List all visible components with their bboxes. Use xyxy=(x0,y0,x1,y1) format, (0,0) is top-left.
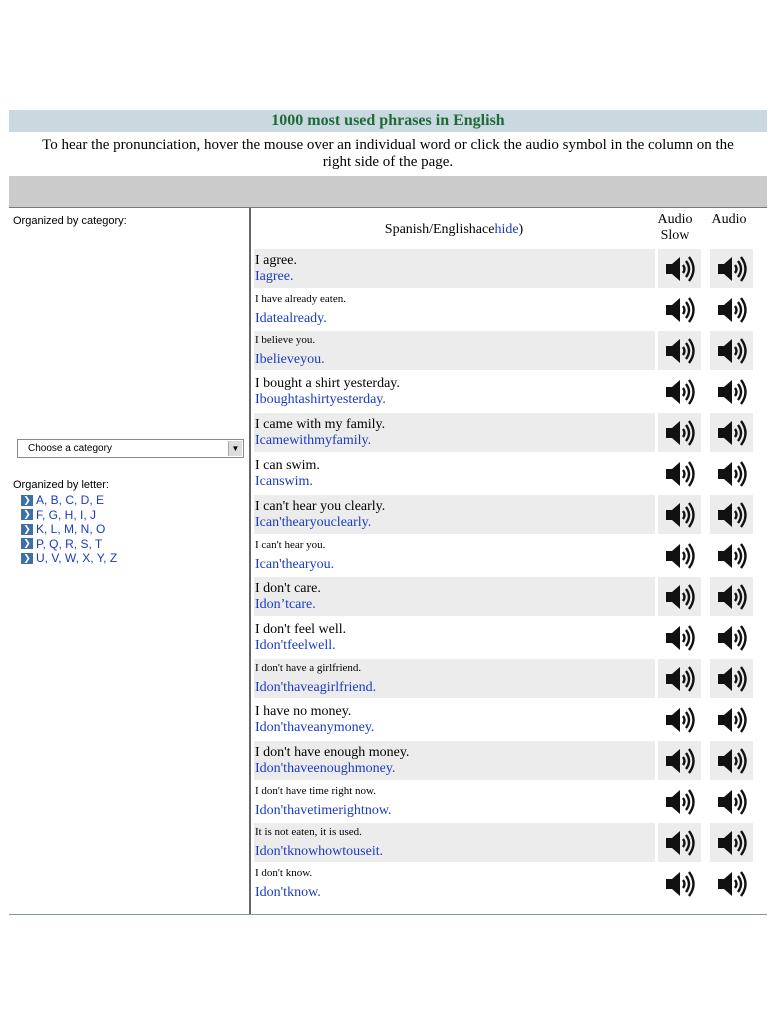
phrase-english[interactable]: I don't have time right now. xyxy=(255,785,377,797)
speaker-icon[interactable] xyxy=(710,744,753,778)
audio-slow-button[interactable] xyxy=(658,577,701,616)
table-row xyxy=(254,372,767,413)
speaker-icon[interactable] xyxy=(710,252,753,286)
gray-band xyxy=(9,176,767,208)
table-row xyxy=(254,536,767,577)
letter-link-p-t[interactable]: ❯ P, Q, R, S, T xyxy=(21,537,117,552)
audio-button[interactable] xyxy=(710,577,753,616)
audio-slow-button[interactable] xyxy=(658,659,701,698)
speaker-icon[interactable] xyxy=(710,498,753,532)
phrase-cell[interactable] xyxy=(254,741,655,780)
speaker-icon[interactable] xyxy=(658,334,701,368)
arrow-right-icon: ❯ xyxy=(21,538,33,549)
phrase-english[interactable]: I can swim. xyxy=(255,458,320,473)
hide-link[interactable]: hide xyxy=(494,222,519,237)
speaker-icon[interactable] xyxy=(710,785,753,819)
table-row xyxy=(254,700,767,741)
audio-slow-button[interactable] xyxy=(658,290,701,329)
phrase-link[interactable]: Icamewithmyfamily. xyxy=(255,433,372,448)
speaker-icon[interactable] xyxy=(710,375,753,409)
phrase-english[interactable]: I believe you. xyxy=(255,334,316,346)
phrase-cell[interactable] xyxy=(254,782,655,821)
speaker-icon[interactable] xyxy=(658,416,701,450)
phrase-english[interactable]: I bought a shirt yesterday. xyxy=(255,376,400,391)
speaker-icon[interactable] xyxy=(658,785,701,819)
bottom-divider xyxy=(9,914,767,915)
audio-slow-button[interactable] xyxy=(658,700,701,739)
phrase-cell[interactable] xyxy=(254,536,655,575)
letter-list xyxy=(21,493,117,566)
phrase-english[interactable]: I have no money. xyxy=(255,704,352,719)
audio-button[interactable] xyxy=(710,864,753,903)
phrase-link[interactable]: Idatealready. xyxy=(255,311,327,326)
phrase-cell[interactable] xyxy=(254,864,655,903)
speaker-icon[interactable] xyxy=(710,416,753,450)
speaker-icon[interactable] xyxy=(658,580,701,614)
speaker-icon[interactable] xyxy=(710,539,753,573)
audio-slow-button[interactable] xyxy=(658,782,701,821)
speaker-icon[interactable] xyxy=(658,826,701,860)
sidebar xyxy=(9,208,249,914)
audio-button[interactable] xyxy=(710,413,753,452)
table-row xyxy=(254,823,767,864)
category-select-value: Choose a category xyxy=(28,443,112,454)
phrase-link[interactable]: Icanswim. xyxy=(255,474,313,489)
page-title: 1000 most used phrases in English xyxy=(9,110,767,132)
table-row xyxy=(254,249,767,290)
audio-button[interactable] xyxy=(710,290,753,329)
speaker-icon[interactable] xyxy=(658,293,701,327)
audio-button[interactable] xyxy=(710,823,753,862)
speaker-icon[interactable] xyxy=(658,252,701,286)
phrase-cell[interactable] xyxy=(254,659,655,698)
speaker-icon[interactable] xyxy=(658,662,701,696)
phrase-cell[interactable] xyxy=(254,413,655,452)
header-audio: Audio xyxy=(711,212,747,227)
letter-link-k-o[interactable]: ❯ K, L, M, N, O xyxy=(21,522,117,537)
phrase-english[interactable]: I have already eaten. xyxy=(255,293,346,305)
phrase-english[interactable]: I agree. xyxy=(255,253,297,268)
audio-button[interactable] xyxy=(710,249,753,288)
category-label: Organized by category: xyxy=(13,215,127,227)
phrase-link[interactable]: Idon’tcare. xyxy=(255,597,316,612)
phrase-english[interactable]: I don't know. xyxy=(255,867,313,879)
audio-slow-button[interactable] xyxy=(658,741,701,780)
speaker-icon[interactable] xyxy=(710,867,753,901)
arrow-right-icon: ❯ xyxy=(21,509,33,520)
table-row xyxy=(254,413,767,454)
speaker-icon[interactable] xyxy=(710,826,753,860)
speaker-icon[interactable] xyxy=(658,621,701,655)
phrase-cell[interactable] xyxy=(254,454,655,493)
audio-button[interactable] xyxy=(710,454,753,493)
table-row xyxy=(254,864,767,905)
phrase-cell[interactable] xyxy=(254,495,655,534)
audio-slow-button[interactable] xyxy=(658,413,701,452)
category-select[interactable] xyxy=(17,439,244,458)
phrase-english[interactable]: It is not eaten, it is used. xyxy=(255,826,362,838)
phrase-table xyxy=(254,208,767,905)
speaker-icon[interactable] xyxy=(710,334,753,368)
table-row xyxy=(254,577,767,618)
letter-link-a-e[interactable]: ❯ A, B, C, D, E xyxy=(21,493,117,508)
letter-label: Organized by letter: xyxy=(13,479,109,491)
audio-button[interactable] xyxy=(710,331,753,370)
table-row xyxy=(254,741,767,782)
phrase-english[interactable]: I came with my family. xyxy=(255,417,386,432)
audio-button[interactable] xyxy=(710,372,753,411)
audio-button[interactable] xyxy=(710,741,753,780)
speaker-icon[interactable] xyxy=(658,867,701,901)
phrase-english[interactable]: I don't have a girlfriend. xyxy=(255,662,362,674)
audio-slow-button[interactable] xyxy=(658,864,701,903)
audio-button[interactable] xyxy=(710,659,753,698)
phrase-cell[interactable] xyxy=(254,618,655,657)
phrase-link[interactable]: Ican'thearyou. xyxy=(255,557,335,572)
speaker-icon[interactable] xyxy=(658,744,701,778)
audio-button[interactable] xyxy=(710,782,753,821)
header-phrase: Spanish/Englishacehide) xyxy=(384,222,524,237)
speaker-icon[interactable] xyxy=(710,457,753,491)
letter-link-f-j[interactable]: ❯ F, G, H, I, J xyxy=(21,508,117,523)
speaker-icon[interactable] xyxy=(658,375,701,409)
phrase-link[interactable]: Idon'tfeelwell. xyxy=(255,638,336,653)
audio-slow-button[interactable] xyxy=(658,372,701,411)
chevron-down-icon[interactable]: ▼ xyxy=(228,441,242,456)
table-row xyxy=(254,618,767,659)
phrase-link[interactable]: Idon'thaveenoughmoney. xyxy=(255,761,396,776)
main-area xyxy=(9,208,767,915)
phrase-link[interactable]: Iagree. xyxy=(255,269,294,284)
phrase-cell[interactable] xyxy=(254,823,655,862)
speaker-icon[interactable] xyxy=(658,457,701,491)
table-row xyxy=(254,782,767,823)
arrow-right-icon: ❯ xyxy=(21,553,33,564)
phrase-english[interactable]: I don't feel well. xyxy=(255,622,347,637)
arrow-right-icon: ❯ xyxy=(21,524,33,535)
audio-button[interactable] xyxy=(710,536,753,575)
audio-button[interactable] xyxy=(710,618,753,657)
phrase-link[interactable]: Idon'tknow. xyxy=(255,885,321,900)
phrase-english[interactable]: I don't have enough money. xyxy=(255,745,410,760)
letter-link-u-z[interactable]: ❯ U, V, W, X, Y, Z xyxy=(21,551,117,566)
phrase-cell[interactable] xyxy=(254,577,655,616)
phrase-english[interactable]: I can't hear you. xyxy=(255,539,326,551)
table-row xyxy=(254,331,767,372)
intro-text: To hear the pronunciation, hover the mouse over an individual word or click the audio symbol in the column on the right side of the page. xyxy=(42,137,734,170)
table-row xyxy=(254,659,767,700)
table-row xyxy=(254,290,767,331)
table-row xyxy=(254,454,767,495)
phrase-english[interactable]: I don't care. xyxy=(255,581,321,596)
speaker-icon[interactable] xyxy=(658,703,701,737)
speaker-icon[interactable] xyxy=(658,498,701,532)
phrase-cell[interactable] xyxy=(254,331,655,370)
audio-button[interactable] xyxy=(710,495,753,534)
audio-slow-button[interactable] xyxy=(658,618,701,657)
speaker-icon[interactable] xyxy=(658,539,701,573)
phrase-cell[interactable] xyxy=(254,372,655,411)
phrase-english[interactable]: I can't hear you clearly. xyxy=(255,499,386,514)
page-container xyxy=(9,110,767,915)
audio-slow-button[interactable] xyxy=(658,454,701,493)
phrase-link[interactable]: Idon'thaveanymoney. xyxy=(255,720,375,735)
table-header xyxy=(254,208,767,249)
audio-slow-button[interactable] xyxy=(658,536,701,575)
speaker-icon[interactable] xyxy=(710,580,753,614)
column-divider xyxy=(249,208,251,914)
speaker-icon[interactable] xyxy=(710,662,753,696)
audio-slow-button[interactable] xyxy=(658,495,701,534)
speaker-icon[interactable] xyxy=(710,293,753,327)
phrase-cell[interactable] xyxy=(254,700,655,739)
audio-slow-button[interactable] xyxy=(658,331,701,370)
phrase-rows xyxy=(254,249,767,905)
table-row xyxy=(254,495,767,536)
phrase-link[interactable]: Idon'thavetimerightnow. xyxy=(255,803,392,818)
audio-button[interactable] xyxy=(710,700,753,739)
speaker-icon[interactable] xyxy=(710,703,753,737)
phrase-link[interactable]: Ibelieveyou. xyxy=(255,352,325,367)
phrase-link[interactable]: Ican'thearyouclearly. xyxy=(255,515,372,530)
speaker-icon[interactable] xyxy=(710,621,753,655)
phrase-link[interactable]: Iboughtashirtyesterday. xyxy=(255,392,386,407)
phrase-cell[interactable] xyxy=(254,290,655,329)
audio-slow-button[interactable] xyxy=(658,249,701,288)
audio-slow-button[interactable] xyxy=(658,823,701,862)
header-audio-slow: Audio Slow xyxy=(657,212,693,243)
arrow-right-icon: ❯ xyxy=(21,495,33,506)
phrase-link[interactable]: Idon'thaveagirlfriend. xyxy=(255,680,377,695)
phrase-cell[interactable] xyxy=(254,249,655,288)
phrase-link[interactable]: Idon'tknowhowtouseit. xyxy=(255,844,384,859)
